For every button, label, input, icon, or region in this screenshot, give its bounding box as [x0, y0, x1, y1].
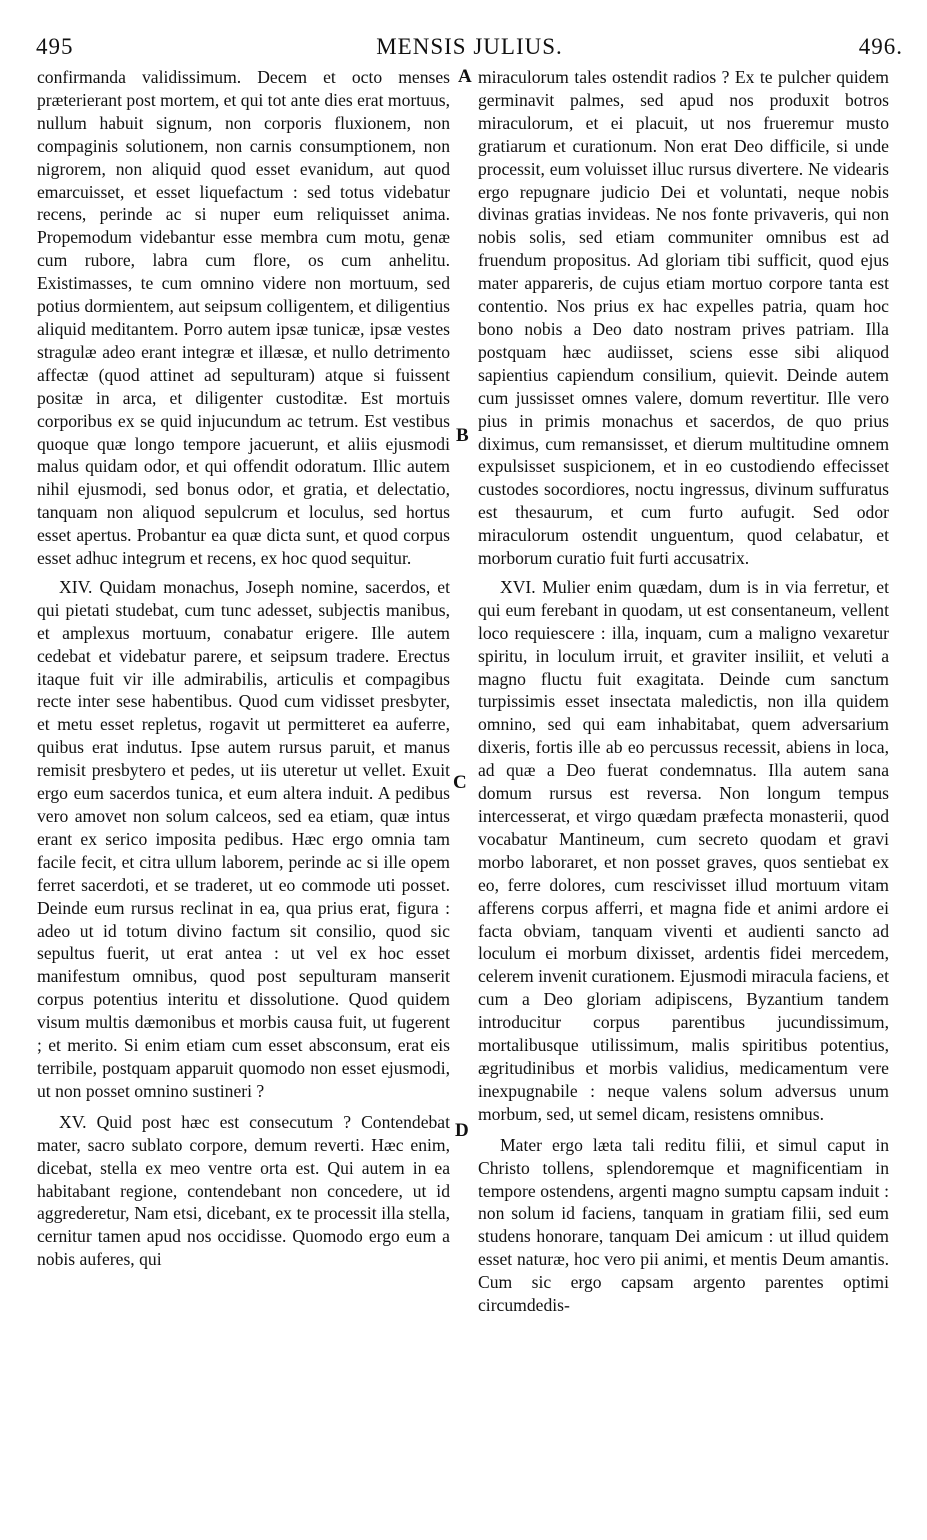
left-column — [37, 66, 450, 1271]
paragraph — [478, 576, 889, 1126]
paragraph — [37, 1111, 450, 1271]
margin-marker-a: A — [458, 66, 472, 87]
margin-marker-d: D — [455, 1120, 469, 1141]
paragraph: Mater ergo læta tali reditu filii, et simul caput in Christo tollens, splendoremque et magnificentiam in tempore ostendens, argenti magno sumptu capsam induit : non solum id faciens, tanquam in gratiam filii, sed eum studens honorare, tanquam Dei amicum : ut illud quidem esset naturæ, hoc vero pii animi, et mentis Deum amantis. Cum sic ergo capsam argento parentes optimi circumdedis- — [478, 1134, 889, 1316]
paragraph-text: Quid post hæc est consecutum ? Contendebat mater, sacro sublato corpore, demum reverti. Hæc enim, dicebat, stella ex meo ventre orta est. Qui autem in ea habitabant regione, contendebant non concedere, ut id aggrederetur, Nam etsi, dicebant, ex te processit illa stella, cernitur tamen apud nos occidisse. Quomodo ergo eum a nobis auferes, qui — [37, 1111, 450, 1270]
section-number: XVI. — [500, 576, 536, 597]
paragraph: miraculorum tales ostendit radios ? Ex te pulcher quidem germinavit palmes, sed apud nos produxit botros miraculorum, et ei placuit, ut nos frueremur musto gratiarum et curationum. Non erat Deo difficile, si unde processit, eum voluisset illuc rursus divertere. Ne videaris ergo repugnare judicio Dei et voluntati, neque nobis divinas gratias invideas. Ne nos fonte privaveris, qui non nobis solis, sed etiam communiter omnibus est ad fruendum propositus. Ad gloriam tibi sufficit, quod ejus mater appareris, de cujus etiam mortuo corpore tanta est contentio. Nos prius ex hac expelles patria, quam hoc bono nobis a Deo dato nostram prives patriam. Illa postquam hæc audiisset, sciens esse sibi aliquod sapientius capiendum consilium, quievit. Deinde autem cum jussisset omnes valere, domum revertitur. Ille vero pius in primis monachus et sacerdos, de quo prius diximus, cum remansisset, et dierum multitudine omnem expulsisset suspicionem, et in eo custodiendo effecisset custodes socordiores, noctu ingressus, divinum suffuratus est thesaurum, et cum furto aufugit. Sed odor miraculorum ostendit unguentum, quod celabatur, et morborum curatio fuit furti accusatrix. — [478, 67, 889, 569]
page-number-left: 495 — [36, 34, 74, 59]
margin-marker-b: B — [456, 425, 469, 446]
right-column — [478, 66, 889, 1317]
paragraph — [37, 576, 450, 1103]
margin-marker-c: C — [453, 772, 467, 793]
paragraph-text: Mulier enim quædam, dum is in via ferretur, et qui eum ferebant in quodam, ut est consentaneum, vellent loco requiescere : illa, inquam, cum a maligno vexaretur spiritu, in loculum irruit, et graviter insiliit, et veluti a magno fluctu fuit exagitata. Deinde cum sanctum turpissimis esset insectata maledictis, non illa quidem omnino, sed qui eam inhabitabat, quem adversarium dixeris, fortis ille ab eo percussus recessit, abiens in loca, ad quæ a Deo fuerat condemnatus. Illa autem sana domum rursus est reversa. Non longum tempus intercesserat, et virgo quædam præfecta monasterii, quod vocabatur Mantineum, cum secreto quodam et gravi morbo laboraret, et non posset graves, quos sentiebat ex eo, ferre dolores, cum rescivisset illud mortuum vitam afferens corpus afferri, et magna fide et animi ardore ei facta obviam, tanquam viventi et audienti sancto ad loculum ei morbum dixisset, ardentis fidei mercedem, celerem invenit curationem. Ejusmodi miracula faciens, et cum a Deo gloriam adipiscens, Byzantium tandem introducitur corpus parentibus jucundissimum, mortalibusque utilissimum, malis spiritibus potentius, ægritudinibus et morbis validius, medicamentum vere inexpugnabile : neque valens solum adversus unum morbum, sed, ut semel dicam, resistens omnibus. — [478, 576, 889, 1124]
running-header — [36, 34, 903, 62]
section-number: XV. — [59, 1111, 87, 1132]
section-number: XIV. — [59, 576, 93, 597]
paragraph: confirmanda validissimum. Decem et octo menses præterierant post mortem, et qui tot ante dies erat mortuus, nullum habuit signum, non corporis fluxionem, non compaginis solutionem, non carnis consumptionem, non nigrorem, non aliquid quod esset evanidum, aut quod emarcuisset, et esset liquefactum : sed totus videbatur recens, perinde ac si nuper eum reliquisset anima. Propemodum videbantur esse membra cum motu, genæ cum rubore, labra cum flore, os cum anhelitu. Existimasses, te cum omnino videre non mortuum, sed potius dormientem, aut seipsum colligentem, et diligentius aliquid meditantem. Porro autem ipsæ tunicæ, ipsæ vestes stragulæ adeo erant integræ et illæsæ, et nullo detrimento affectæ (quod attinet ad sepulturam) atque si fuissent positæ in arca, et diligenter custoditæ. Est mortuis corporibus ex se quid injucundum ac tetrum. Est vestibus quoque quæ longo tempore jacuerunt, et aliis ejusmodi malus quidam odor, et qui offendit odoratum. Illic autem nihil ejusmodi, sed bonus odor, et gratia, et delectatio, tanquam non aliquod sepulcrum et loculus, sed hortus esset apertus. Probantur ea quæ dicta sunt, et quod corpus esset adhuc integrum et recens, ex hoc quod sequitur. — [37, 67, 450, 569]
paragraph-text: Quidam monachus, Joseph nomine, sacerdos, et qui pietati studebat, cum tunc adesset, subjectis manibus, et amplexus mortuum, conabatur erigere. Ille autem cedebat et videbatur parere, et seipsum tradere. Erectus itaque fuit vir ille admirabilis, articulis et compagibus recte inter sese habentibus. Quod cum vidisset presbyter, et metu esset repletus, rogavit ut permitteret ea auferre, quibus erat indutus. Ipse autem rursus paruit, et manus remisit presbytero et pedes, ut iis uteretur ut vellet. Exuit ergo eum sacerdos tunica, et eum altera induit. A pedibus vero amovet non solum calceos, sed ea etiam, quæ intus erant ex serico imposita pedibus. Hæc ergo omnia tam facile fecit, et citra ullum laborem, perinde ac si ille opem ferret sacerdoti, et se traderet, ut eo commode uti posset. Deinde eum rursus reclinat in ea, qua prius erat, figura : adeo ut id totum divino factum sit consilio, quod sic sepultus fuerit, ut erat antea : ut vel ex hoc esset manifestum omnibus, quod post sepulturam manserit corpus potentius interitu et dissolutione. Quod quidem visum multis dæmonibus et morbis causa fuit, ut fugerent ; et merito. Si enim etiam cum esset absconsum, erat eis terribile, postquam apparuit quomodo non esset ejusmodi, ut non posset omnino sustineri ? — [37, 576, 450, 1101]
running-title: MENSIS JULIUS. — [376, 34, 563, 59]
page-number-right: 496. — [858, 34, 903, 59]
